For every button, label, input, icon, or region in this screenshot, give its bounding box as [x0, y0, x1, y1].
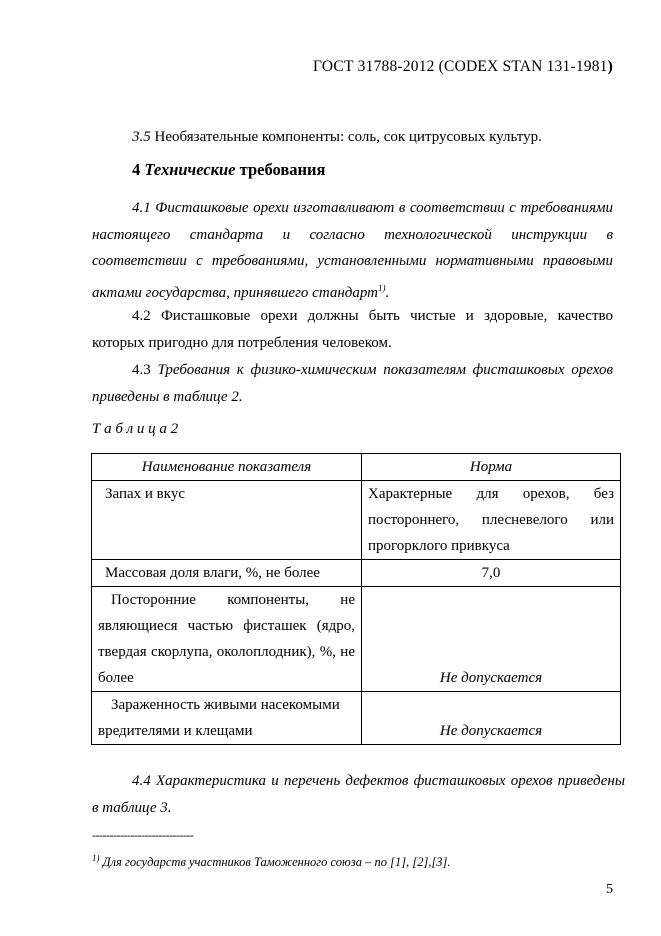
table-caption: Т а б л и ц а 2 [92, 421, 179, 437]
paragraph-3-5-text: Необязательные компоненты: соль, сок цитрусовых культур. [154, 129, 542, 145]
row-value: Характерные для орехов, без постороннего, плесневелого или прогорклого привкуса [362, 481, 621, 560]
standard-number: ГОСТ 31788-2012 (CODEX STAN 131-1981 [313, 58, 608, 75]
page-number: 5 [606, 882, 613, 897]
footnote-mark: 1) [92, 853, 100, 863]
paragraph-4-1-end: . [385, 284, 390, 301]
paragraph-4-4: 4.4 Характеристика и перечень дефектов фисташковых орехов приведены в таблице 3. [92, 773, 625, 816]
footnote-text: Для государств участников Таможенного союза – по [1], [2],[3]. [102, 855, 451, 870]
column-header-norm: Норма [362, 454, 621, 481]
section-title [132, 160, 325, 180]
row-name: Посторонние компоненты, не являющиеся частью фисташек (ядро, твердая скорлупа, околоплодник), %, не более [92, 587, 362, 692]
footnote-separator: ----------------------------- [92, 828, 194, 842]
row-value: 7,0 [362, 560, 621, 587]
section-title-rest: требования [239, 160, 326, 179]
table-header-row [92, 454, 621, 481]
paragraph-3-5-number: 3.5 [132, 129, 151, 145]
table-row [92, 560, 621, 587]
column-header-indicator: Наименование показателя [92, 454, 362, 481]
document-header [313, 58, 613, 76]
paragraph-4-1-text: 4.1 Фисташковые орехи изготавливают в соответствии с требованиями настоящего стандарта и согласно технологической инструкции в соответствии с требованиями, установленными нормативными правовыми актами государства, принявшего стандарт [92, 200, 613, 301]
row-name: Зараженность живыми насекомыми вредителями и клещами [92, 692, 362, 745]
row-value: Не допускается [362, 587, 621, 692]
standard-number-close: ) [607, 58, 613, 75]
paragraph-3-5 [92, 124, 613, 151]
footnote [92, 853, 451, 870]
paragraph-4-3-number: 4.3 [132, 362, 151, 378]
row-name: Массовая доля влаги, %, не более [92, 560, 362, 587]
paragraph-4-3-text: Требования к физико-химическим показателям фисташковых орехов приведены в таблице 2. [92, 362, 613, 405]
paragraph-4-1 [92, 195, 613, 306]
table-row [92, 692, 621, 745]
requirements-table [91, 453, 621, 745]
section-number: 4 [132, 160, 141, 179]
paragraph-4-3 [92, 357, 613, 410]
table-row [92, 481, 621, 560]
row-name: Запах и вкус [92, 481, 362, 560]
footnote-reference: 1) [378, 282, 386, 293]
table-row [92, 587, 621, 692]
paragraph-4-2: 4.2 Фисташковые орехи должны быть чистые и здоровые, качество которых пригодно для потребления человеком. [92, 308, 613, 351]
section-title-italic: Технические [144, 160, 236, 179]
row-value: Не допускается [362, 692, 621, 745]
